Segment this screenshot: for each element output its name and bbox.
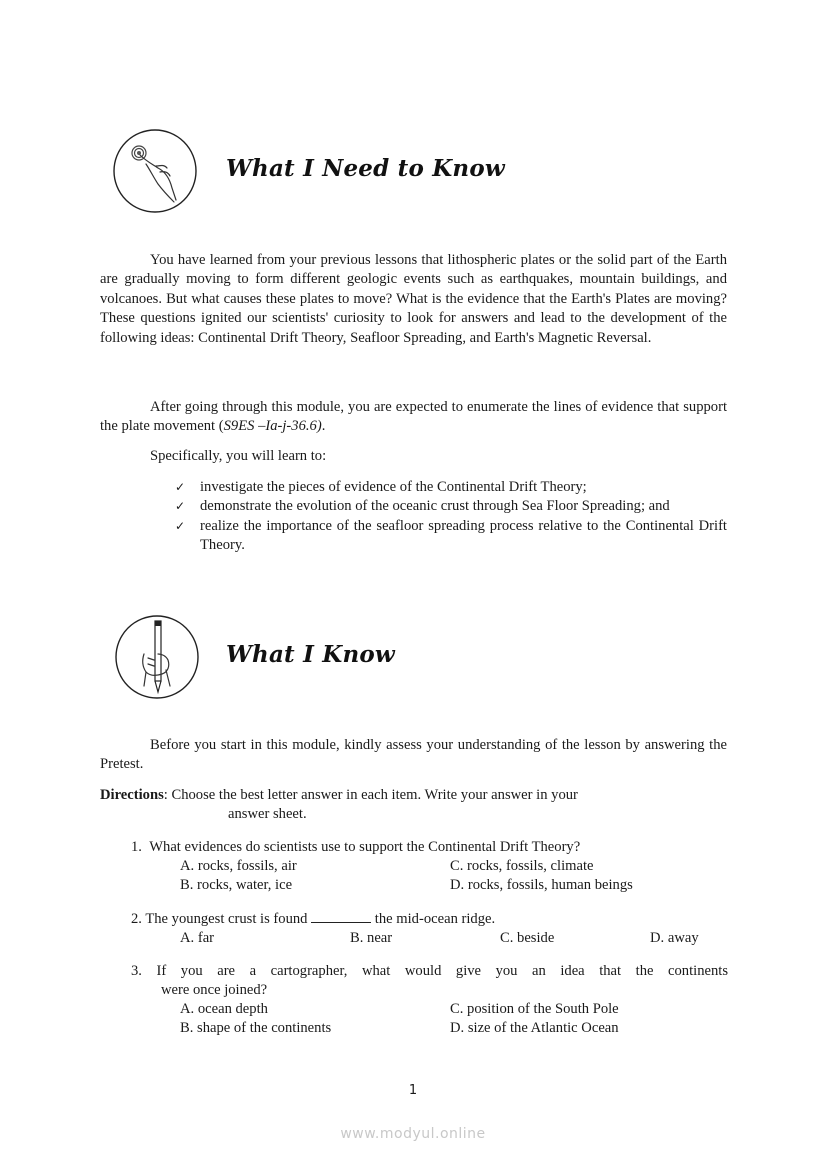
q2-option-c: C. beside [500, 930, 555, 946]
q1-option-c: C. rocks, fossils, climate [450, 858, 594, 874]
q2-option-a: A. far [180, 930, 215, 946]
question-2: 2. The youngest crust is found the mid-ocean ridge. [131, 911, 496, 927]
q3-option-c: C. position of the South Pole [450, 1001, 619, 1017]
q3-option-b: B. shape of the continents [180, 1020, 332, 1036]
objective-item: ✓ realize the importance of the seafloor spreading process relative to the Continental Drift Theory. [175, 517, 727, 554]
q3-option-d: D. size of the Atlantic Ocean [450, 1020, 619, 1036]
page-number: 1 [408, 1083, 418, 1098]
question-1: 1. What evidences do scientists use to support the Continental Drift Theory? [131, 839, 581, 855]
directions-label: Directions [100, 787, 164, 803]
q3-option-a: A. ocean depth [180, 1001, 268, 1017]
objective-item: ✓ investigate the pieces of evidence of the Continental Drift Theory; [175, 478, 727, 497]
answer-blank [311, 910, 371, 923]
question-3: 3. If you are a cartographer, what would give you an idea that the continents [131, 963, 728, 979]
question-3-continued: were once joined? [161, 982, 268, 998]
competency-code: S9ES –Ia-j-36.6) [223, 418, 322, 435]
check-mark-icon: ✓ [175, 499, 186, 514]
specifically-label: Specifically, you will learn to: [150, 448, 327, 464]
section-title-what-i-know: What I Know [226, 641, 395, 668]
q2-option-b: B. near [350, 930, 393, 946]
check-mark-icon: ✓ [175, 480, 186, 494]
objective-item: ✓ demonstrate the evolution of the oceanic crust through Sea Floor Spreading; and [175, 497, 727, 516]
check-mark-icon: ✓ [175, 518, 186, 533]
hand-holding-pencil-icon [114, 614, 200, 700]
section-title-what-i-need-to-know: What I Need to Know [226, 155, 505, 182]
q1-option-a: A. rocks, fossils, air [180, 858, 297, 874]
q1-option-b: B. rocks, water, ice [180, 877, 293, 893]
intro-paragraph: You have learned from your previous lessons that lithospheric plates or the solid part of the Earth are gradually moving to form different geologic events such as earthquakes, mountain buildings, and volcanoes. But what causes these plates to move? What is the evidence that the Earth's Plates are moving? These questions ignited our scientists' curiosity to look for answers and lead to the development of the following ideas: Continental Drift Theory, Seafloor Spreading, and Earth's Magnetic Reversal. [100, 252, 727, 346]
expectation-paragraph: After going through this module, you are expected to enumerate the lines of evidence that support the plate movement (S9ES –Ia-j-36.6). [100, 399, 727, 435]
directions: Directions: Choose the best letter answer in each item. Write your answer in your [100, 787, 578, 803]
pretest-intro: Before you start in this module, kindly assess your understanding of the lesson by answering the Pretest. [100, 737, 727, 773]
directions-continued: answer sheet. [228, 806, 307, 822]
q2-option-d: D. away [650, 930, 699, 946]
objectives-list [175, 478, 727, 556]
q1-option-d: D. rocks, fossils, human beings [450, 877, 633, 893]
pointing-hand-icon [112, 128, 198, 214]
watermark: www.modyul.online [340, 1126, 486, 1142]
